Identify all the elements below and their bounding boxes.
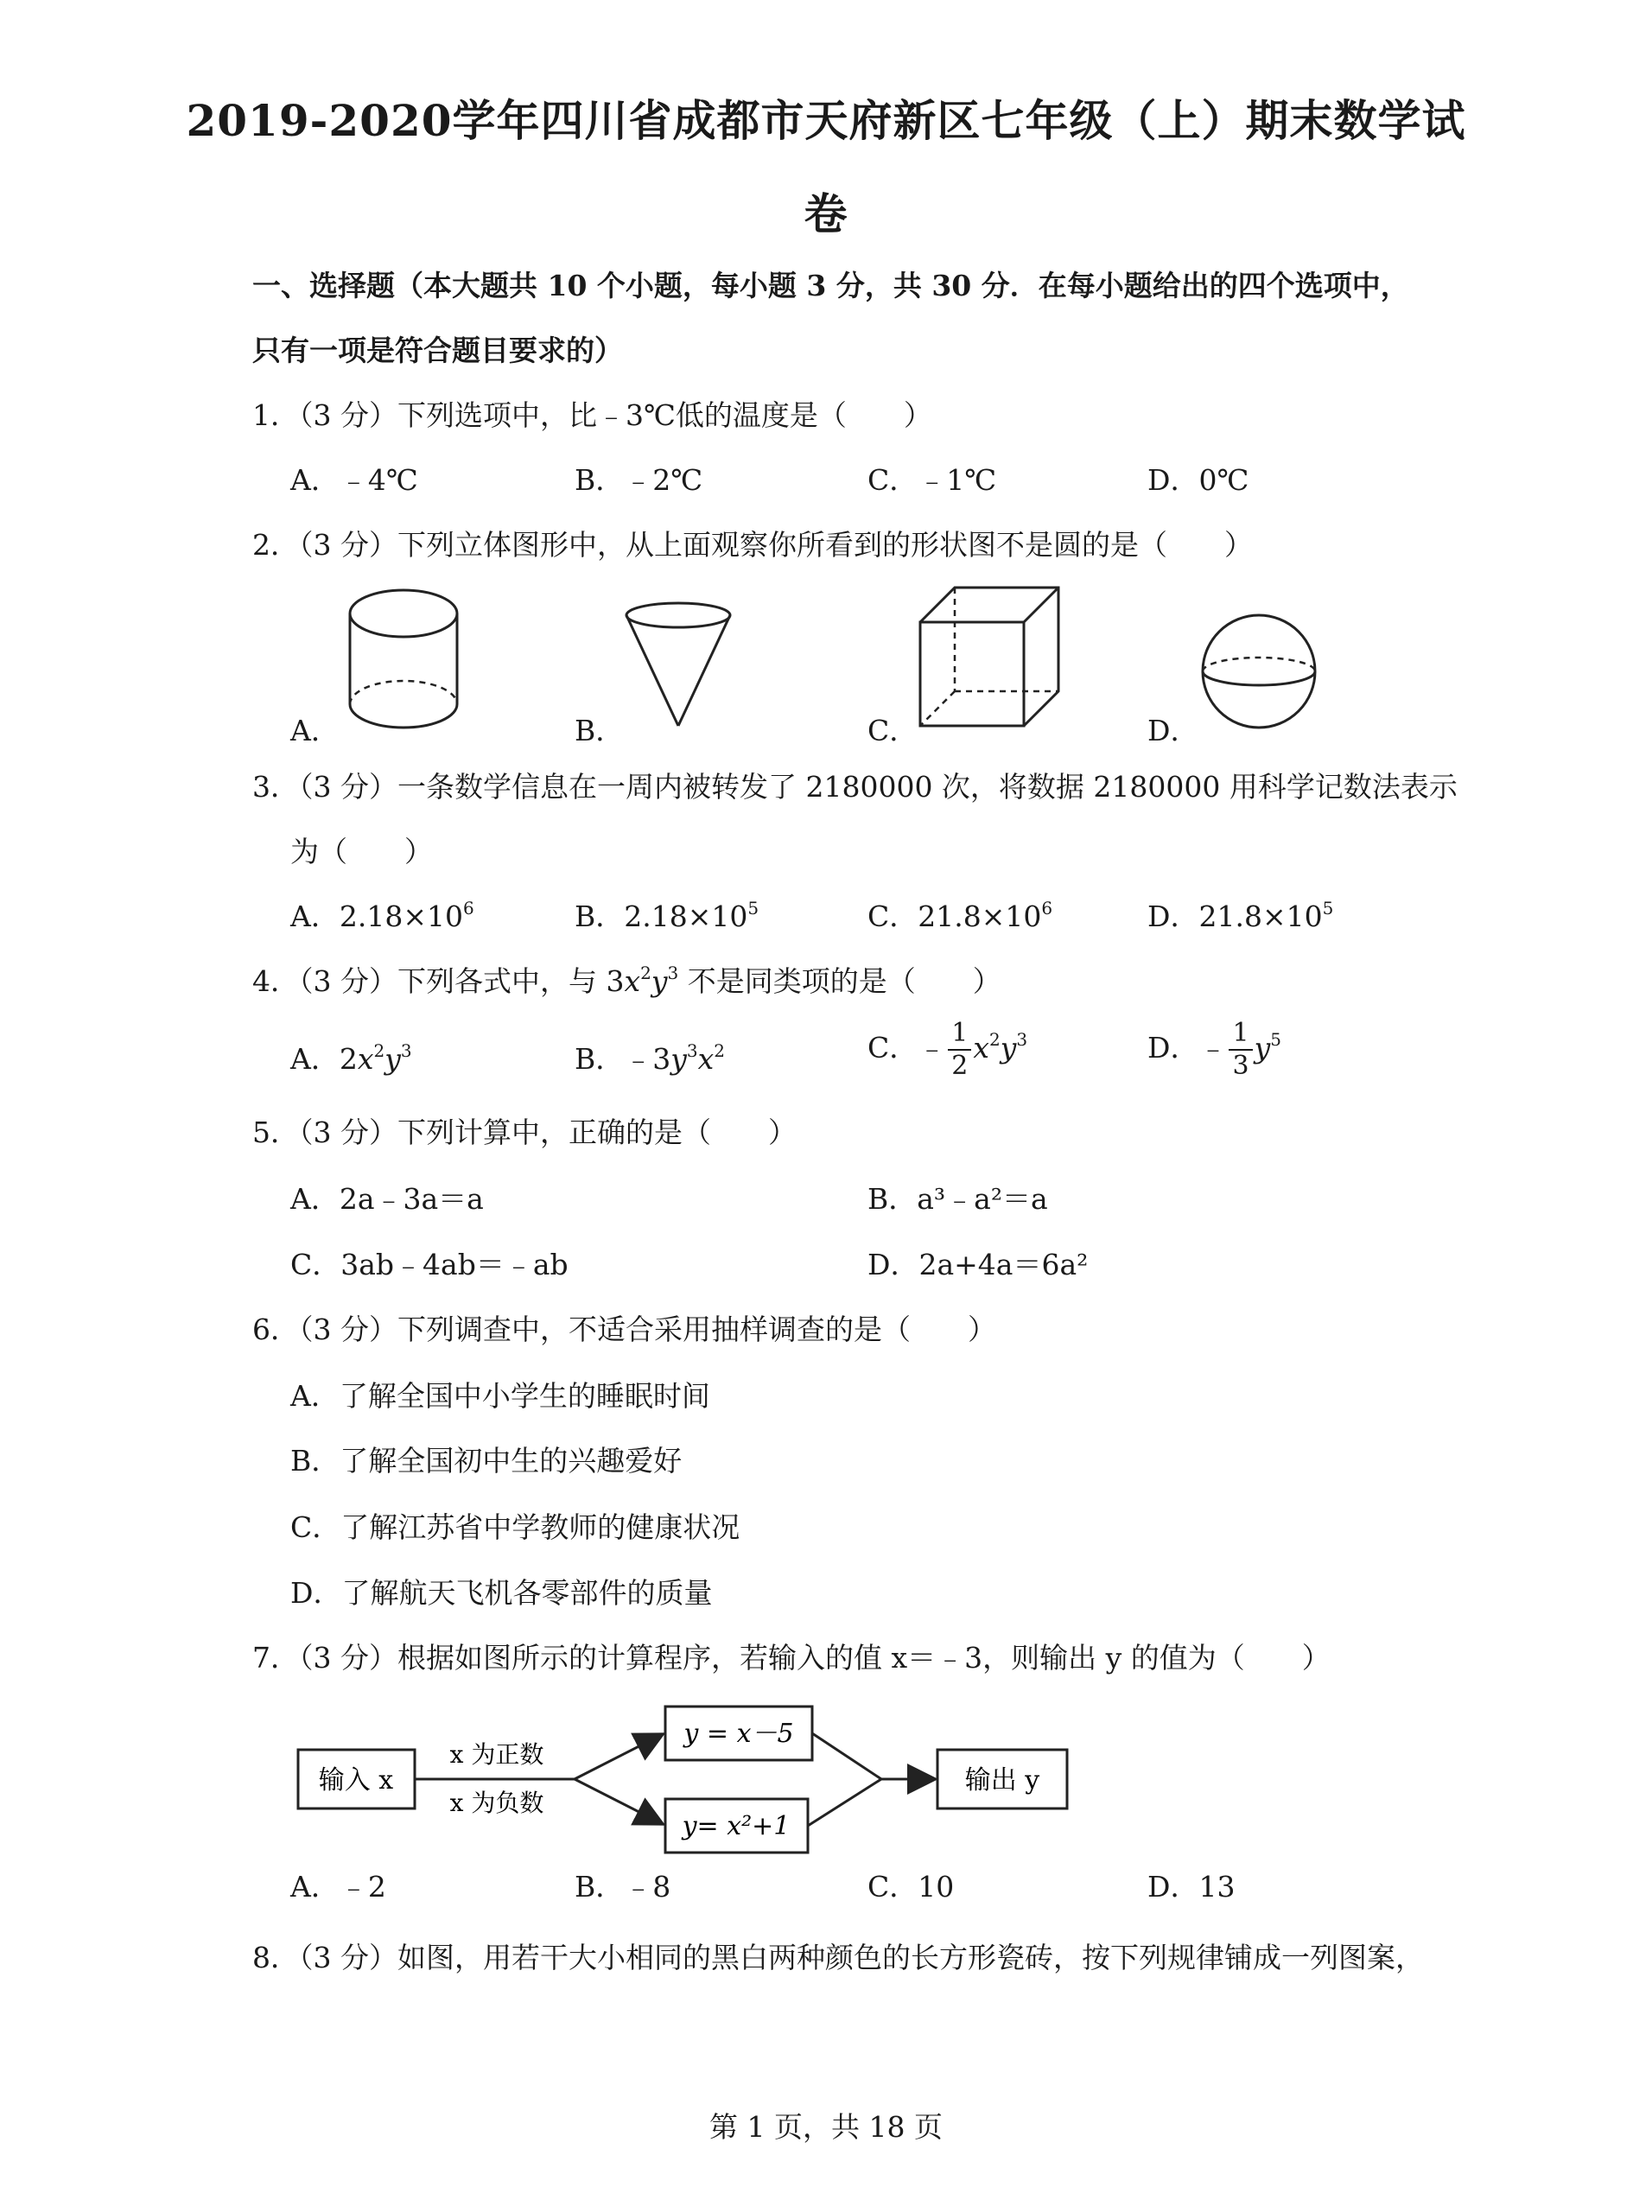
flow-positive-label: x 为正数 [449,1740,544,1769]
fraction-one-half: $\frac{1}{2}$ [948,1018,971,1082]
section-heading-line2: 只有一项是符合题目要求的） [252,334,623,367]
sphere-icon [1197,609,1322,734]
q4-option-a: A．$2x^2y^3$ [290,1040,412,1076]
q4-option-d: D．﹣ $\frac{1}{3}$ $y^5$ [1147,1018,1281,1081]
q6-option-c: C．了解江苏省中学教师的健康状况 [290,1510,740,1544]
exam-title-line2: 卷 [804,188,848,239]
q5-option-d: D．2a+4a＝6a² [867,1248,1089,1281]
question-6-stem: 6．（3 分）下列调查中，不适合采用抽样调查的是（ ） [252,1313,996,1346]
q6-option-d: D．了解航天飞机各零部件的质量 [290,1576,713,1610]
page-footer: 第 1 页，共 18 页 [709,2110,943,2144]
q5-option-c: C．3ab﹣4ab＝﹣ab [290,1248,569,1281]
q3-option-b: B．$2.18\times 10^5$ [575,898,759,933]
question-7-stem: 7．（3 分）根据如图所示的计算程序，若输入的值 x＝﹣3，则输出 y 的值为（ ） [252,1641,1331,1675]
flow-arrow-positive [575,1735,661,1779]
q7-option-d: D．13 [1147,1870,1236,1904]
q1-option-b: B．﹣2℃ [575,463,703,497]
flow-arrow-negative [575,1779,661,1823]
question-3-stem-line1: 3．（3 分）一条数学信息在一周内被转发了 2180000 次，将数据 2180000 用科学记数法表示 [252,770,1458,804]
q3-option-c: C．$21.8\times 10^6$ [867,898,1053,933]
q2-option-c: C． [867,714,918,747]
q1-option-d: D．0℃ [1147,463,1249,497]
flow-join-line-1 [812,1733,881,1779]
flow-join-line-2 [808,1779,881,1826]
question-3-stem-line2: 为（ ） [290,835,433,868]
section-heading-line1: 一、选择题（本大题共 10 个小题，每小题 3 分，共 30 分．在每小题给出的四个选项中， [252,269,1409,302]
fraction-one-third: $\frac{1}{3}$ [1229,1018,1252,1082]
flow-negative-label: x 为负数 [449,1789,544,1817]
cone-icon [618,596,739,734]
q5-option-b: B．a³﹣a²＝a [867,1182,1048,1216]
flow-formula-2: y= x²+1 [682,1811,791,1841]
q4-option-b: B．$﹣3y^3x^2$ [575,1040,725,1076]
q1-option-c: C．﹣1℃ [867,463,997,497]
question-5-stem: 5．（3 分）下列计算中，正确的是（ ） [252,1116,797,1149]
flow-output-label: 输出 y [964,1765,1040,1796]
q2-option-d: D． [1147,714,1199,747]
flow-input-label: 输入 x [318,1765,394,1796]
question-1-stem: 1．（3 分）下列选项中，比﹣3℃低的温度是（ ） [252,398,932,432]
q3-option-d: D．$21.8\times 10^5$ [1147,898,1334,933]
q1-option-a: A．﹣4℃ [290,463,418,497]
q2-option-b: B． [575,714,625,747]
question-8-stem: 8．（3 分）如图，用若干大小相同的黑白两种颜色的长方形瓷砖，按下列规律铺成一列图案， [252,1941,1424,1974]
question-4-stem: 4．（3 分）下列各式中，与 $3x^2y^3$ 不是同类项的是（ ） [252,963,1001,998]
cylinder-icon [341,583,467,739]
q2-option-a: A． [290,714,340,747]
flow-formula-1: y = x－5 [683,1719,794,1749]
q6-option-b: B．了解全国初中生的兴趣爱好 [290,1444,683,1478]
q6-option-a: A．了解全国中小学生的睡眠时间 [290,1379,710,1413]
calculation-flowchart [294,1702,1089,1858]
q4-option-c: C．﹣ $\frac{1}{2}$ $x^2y^3$ [867,1018,1028,1081]
q5-option-a: A．2a﹣3a＝a [290,1182,484,1216]
exam-title-line1: 2019-2020学年四川省成都市天府新区七年级（上）期末数学试 [186,95,1466,146]
q3-option-a: A．$2.18\times 10^6$ [290,898,474,933]
q7-option-b: B．﹣8 [575,1870,671,1904]
question-2-stem: 2．（3 分）下列立体图形中，从上面观察你所看到的形状图不是圆的是（ ） [252,528,1253,562]
q7-option-a: A．﹣2 [290,1870,386,1904]
q7-option-c: C．10 [867,1870,955,1904]
cube-icon [912,579,1067,734]
